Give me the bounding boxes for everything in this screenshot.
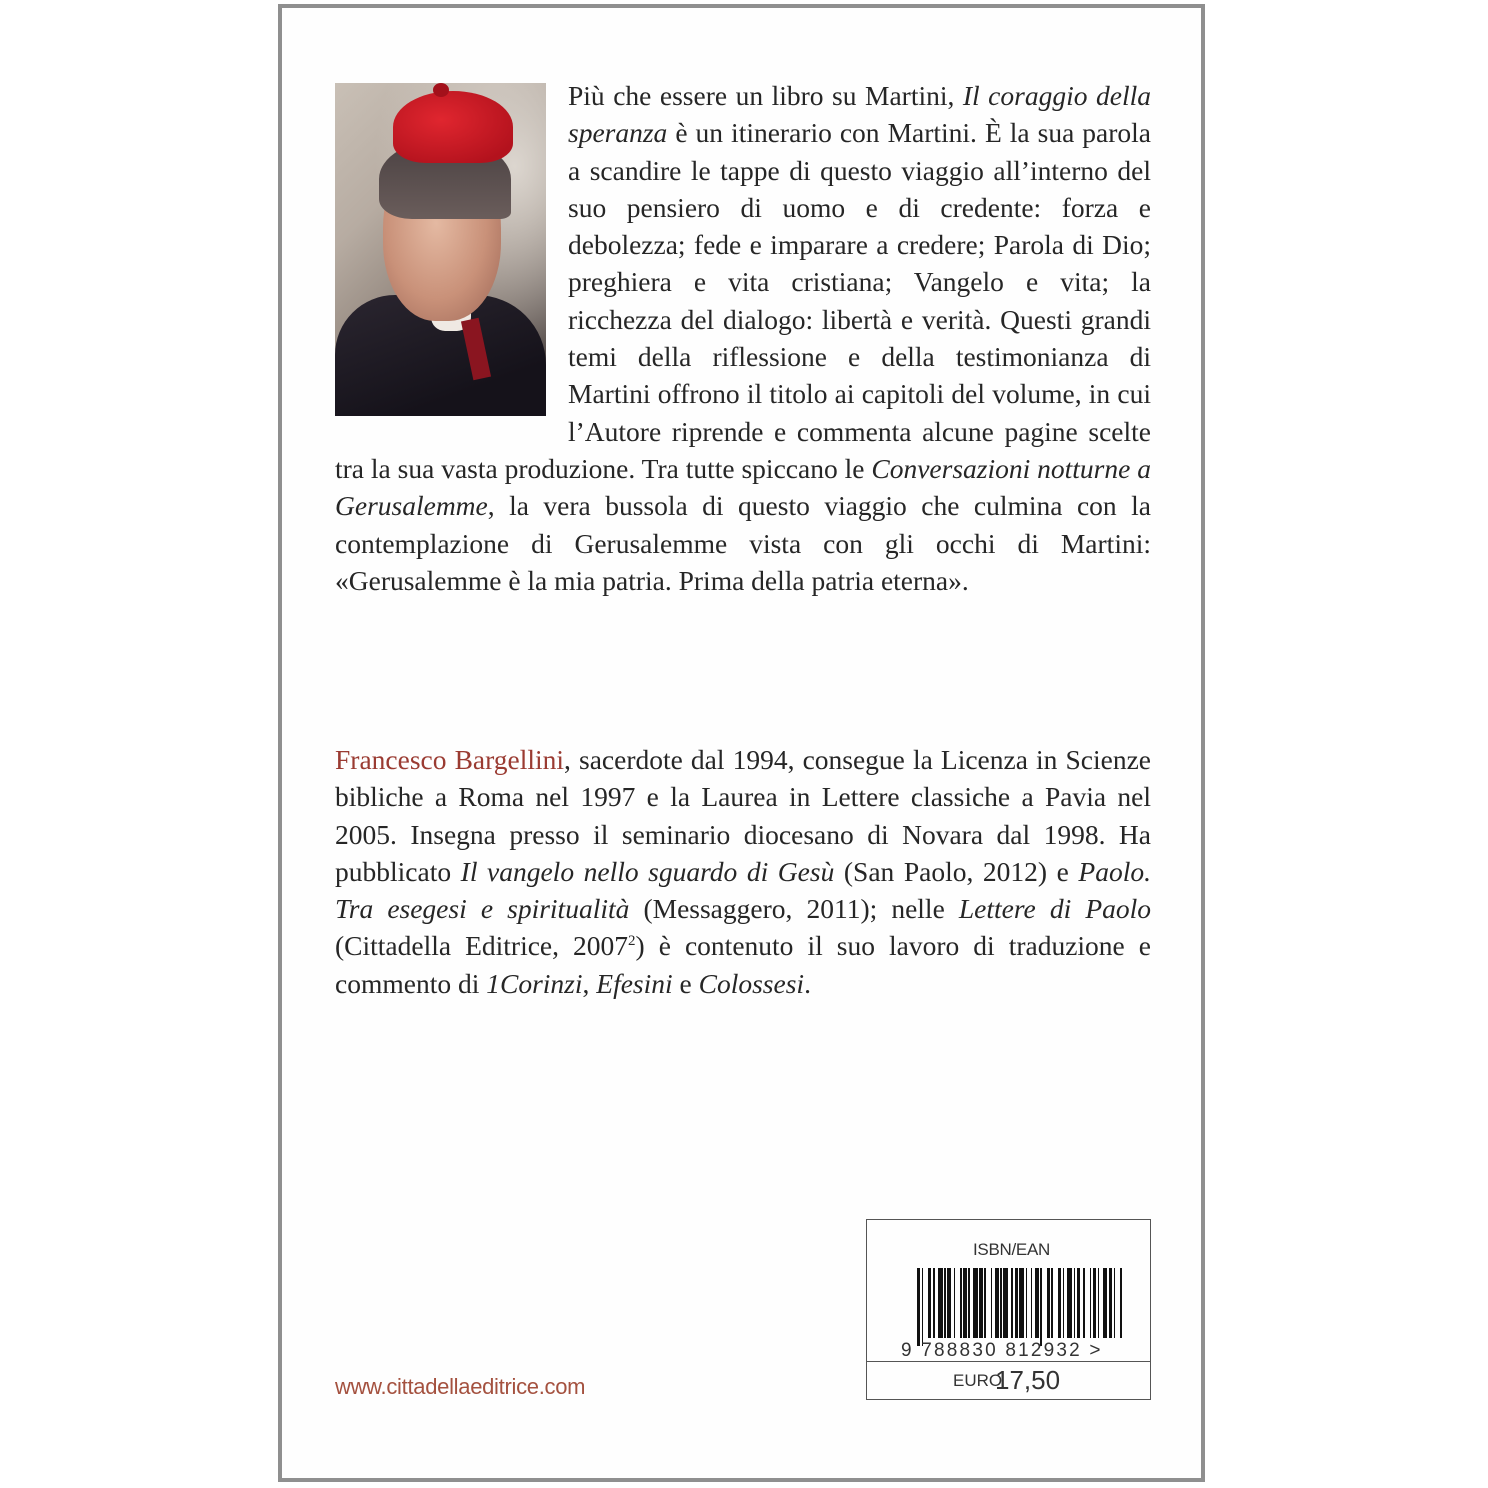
referenced-title: Conversazioni notturne a Gerusalemme [335,452,1151,522]
book-title: Il coraggio della speranza [568,80,1151,149]
price-row [867,1361,1150,1400]
bio-title: Il vangelo nello sguardo di Gesù [460,855,835,887]
bio-text: (San Paolo, 2012) e [834,855,1079,887]
price-value: 17,50 [995,1365,1061,1395]
blurb-paragraph [335,77,1151,599]
bio-text: ) è contenuto il suo lavoro di traduzione e commento di [335,930,1151,999]
barcode-icon [917,1268,1127,1338]
isbn-label: ISBN/EAN [973,1240,1050,1259]
blurb-text: , la vera bussola di questo viaggio che culmina con la contemplazione di Gerusalemme vista con gli occhi di Martini: «Gerusalemme è la mia patria. Prima della patria eterna». [335,490,1151,596]
bio-title: Efesini [596,967,673,999]
bio-text: , sacerdote dal 1994, consegue la Licenza in Scienze bibliche a Roma nel 1997 e la Laurea in Lettere classiche a Pavia nel 2005. Insegna presso il seminario diocesano di Novara dal 1998. Ha pubblicato [335,744,1151,887]
bio-text: , [582,967,597,999]
bio-text: . [804,967,811,999]
bio-title: Lettere di Paolo [958,893,1152,925]
bio-title: Colossesi [698,967,805,999]
publisher-url[interactable]: www.cittadellaeditrice.com [335,1374,586,1399]
bio-title: Paolo. Tra esegesi e spiritualità [335,855,1151,925]
ean-digits: 9 788830 812932 > [901,1340,1103,1361]
bio-text: (Messaggero, 2011); nelle [629,893,959,925]
blurb-text: è un itinerario con Martini. È la sua parola a scandire le tappe di questo viaggio all’interno del suo pensiero di uomo e di credente: forza e debolezza; fede e imparare a credere; Parola di Dio; preghiera e vita cristiana; Vangelo e vita; la ricchezza del dialogo: libertà e verità. Questi grandi temi della riflessione e della testimonianza di Martini offrono il titolo ai capitoli del volume, in cui l’Autore riprende e commenta alcune pagine scelte tra la sua vasta produzione. Tra tutte spiccano le [335,117,1151,484]
barcode-box [866,1219,1151,1400]
bio-text: (Cittadella Editrice, 2007 [335,930,629,962]
author-portrait-photo [335,83,546,416]
edition-superscript: 2 [628,933,636,950]
bio-text: e [672,967,699,999]
bio-title: 1Corinzi [486,967,583,999]
blurb-text: Più che essere un libro su Martini, [568,80,963,111]
author-bio [335,741,1151,1002]
currency-label: EURO [953,1371,1003,1390]
author-name: Francesco Bargellini [335,744,565,775]
